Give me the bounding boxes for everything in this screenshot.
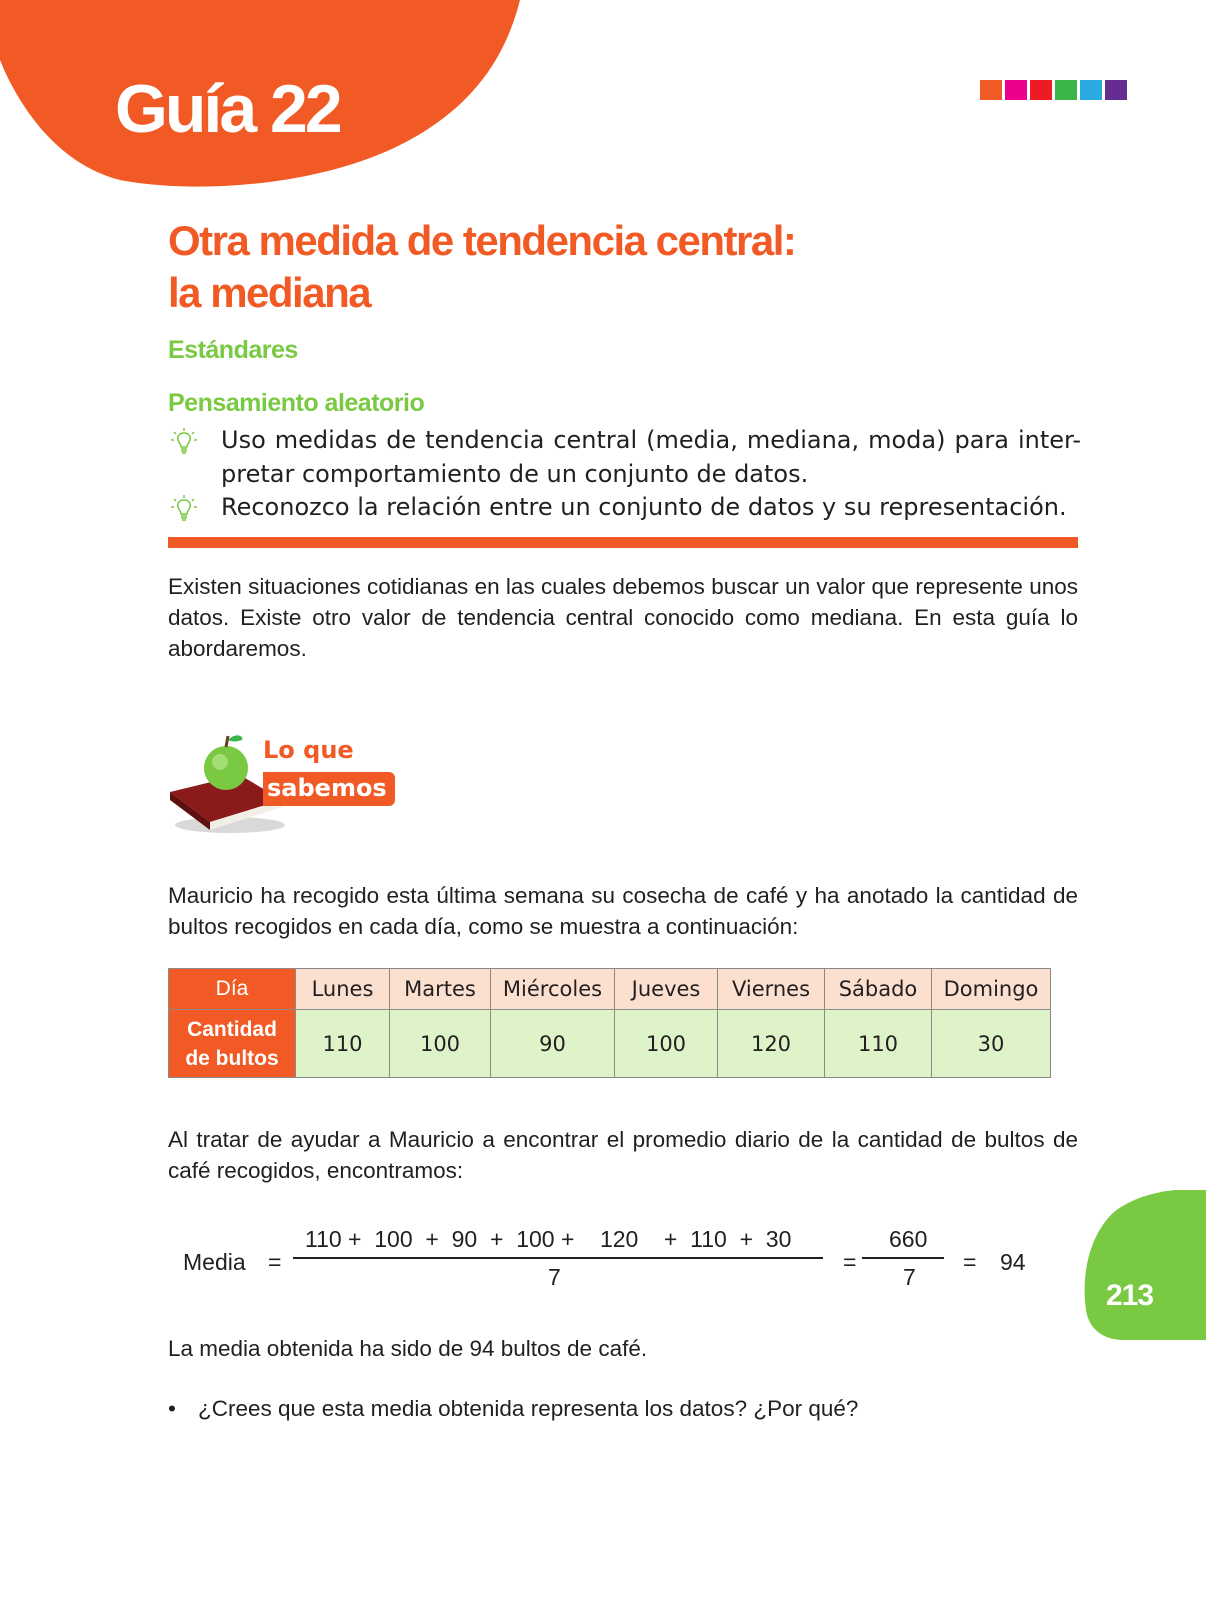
color-swatch: [1030, 80, 1052, 100]
story-paragraph: Mauricio ha recogido esta última semana su cosecha de café y ha anotado la cantidad de bultos recogidos en cada día, como se muestra a continuación:: [168, 883, 1078, 939]
table-row: [169, 1010, 1051, 1078]
question-text: ¿Crees que esta media obtenida representa los datos? ¿Por qué?: [198, 1396, 859, 1421]
title-line-1: Otra medida de tendencia central:: [168, 217, 796, 264]
color-swatch: [980, 80, 1002, 100]
table-cell: 30: [932, 1010, 1051, 1078]
table-cell: 100: [390, 1010, 491, 1078]
divider: [168, 537, 1078, 548]
section-label-line-1: Lo que: [263, 736, 354, 764]
page-tab: [1084, 1190, 1206, 1340]
table-row: [169, 969, 1051, 1010]
color-swatch: [1080, 80, 1102, 100]
table-cell: Martes: [390, 969, 491, 1010]
equals-sign: =: [268, 1249, 282, 1275]
equals-sign: =: [843, 1249, 857, 1275]
table-cell: Lunes: [296, 969, 390, 1010]
row-header-day: Día: [169, 969, 296, 1010]
page-number: 213: [1106, 1279, 1154, 1312]
page-title: [168, 215, 1068, 319]
question-item: [168, 1396, 858, 1422]
table-cell: Miércoles: [491, 969, 615, 1010]
bullet: •: [168, 1396, 176, 1421]
formula-label: Media: [183, 1249, 246, 1275]
section-label: [263, 736, 393, 806]
title-line-2: la mediana: [168, 269, 371, 316]
equals-sign: =: [963, 1249, 977, 1275]
color-swatch: [1005, 80, 1027, 100]
thought-heading: Pensamiento aleatorio: [168, 389, 425, 417]
standards-heading: Estándares: [168, 336, 298, 364]
table-cell: Sábado: [825, 969, 932, 1010]
standard-item: [171, 490, 1081, 531]
formula-result: 94: [1000, 1249, 1026, 1275]
table-cell: Viernes: [718, 969, 825, 1010]
help-paragraph: Al tratar de ayudar a Mauricio a encontrar el promedio diario de la cantidad de bultos de café recogidos, encontramos:: [168, 1127, 1078, 1183]
fraction-bar: [293, 1257, 823, 1259]
table-cell: 120: [718, 1010, 825, 1078]
table-cell: 100: [615, 1010, 718, 1078]
color-swatch: [1055, 80, 1077, 100]
row-header-quantity: Cantidad de bultos: [169, 1010, 296, 1078]
sum-denominator: 7: [903, 1264, 916, 1290]
table-cell: Jueves: [615, 969, 718, 1010]
standard-text: Reconozco la relación entre un conjunto de datos y su representación.: [221, 493, 1067, 521]
data-table: [168, 968, 1051, 1078]
color-swatches: [980, 80, 1127, 100]
section-label-line-2: sabemos: [263, 772, 395, 806]
standard-text: Uso medidas de tendencia central (media, mediana, moda) para inter-pretar comportamiento de un conjunto de datos.: [221, 426, 1081, 488]
guide-title: Guía 22: [115, 71, 340, 147]
sum-numerator: 660: [889, 1226, 928, 1252]
formula-denominator: 7: [548, 1264, 561, 1290]
mean-paragraph: La media obtenida ha sido de 94 bultos de café.: [168, 1336, 648, 1361]
lightbulb-icon: [171, 490, 221, 531]
standard-item: [171, 423, 1081, 491]
fraction-bar: [862, 1257, 944, 1259]
lightbulb-icon: [171, 423, 221, 491]
color-swatch: [1105, 80, 1127, 100]
table-cell: 90: [491, 1010, 615, 1078]
formula-numerator: 110 + 100 + 90 + 100 + 120 + 110 + 30: [305, 1226, 792, 1252]
table-cell: Domingo: [932, 969, 1051, 1010]
intro-paragraph: Existen situaciones cotidianas en las cuales debemos buscar un valor que represente unos datos. Existe otro valor de tendencia central conocido como mediana. En esta guía lo abordaremos.: [168, 574, 1078, 661]
table-cell: 110: [825, 1010, 932, 1078]
table-cell: 110: [296, 1010, 390, 1078]
